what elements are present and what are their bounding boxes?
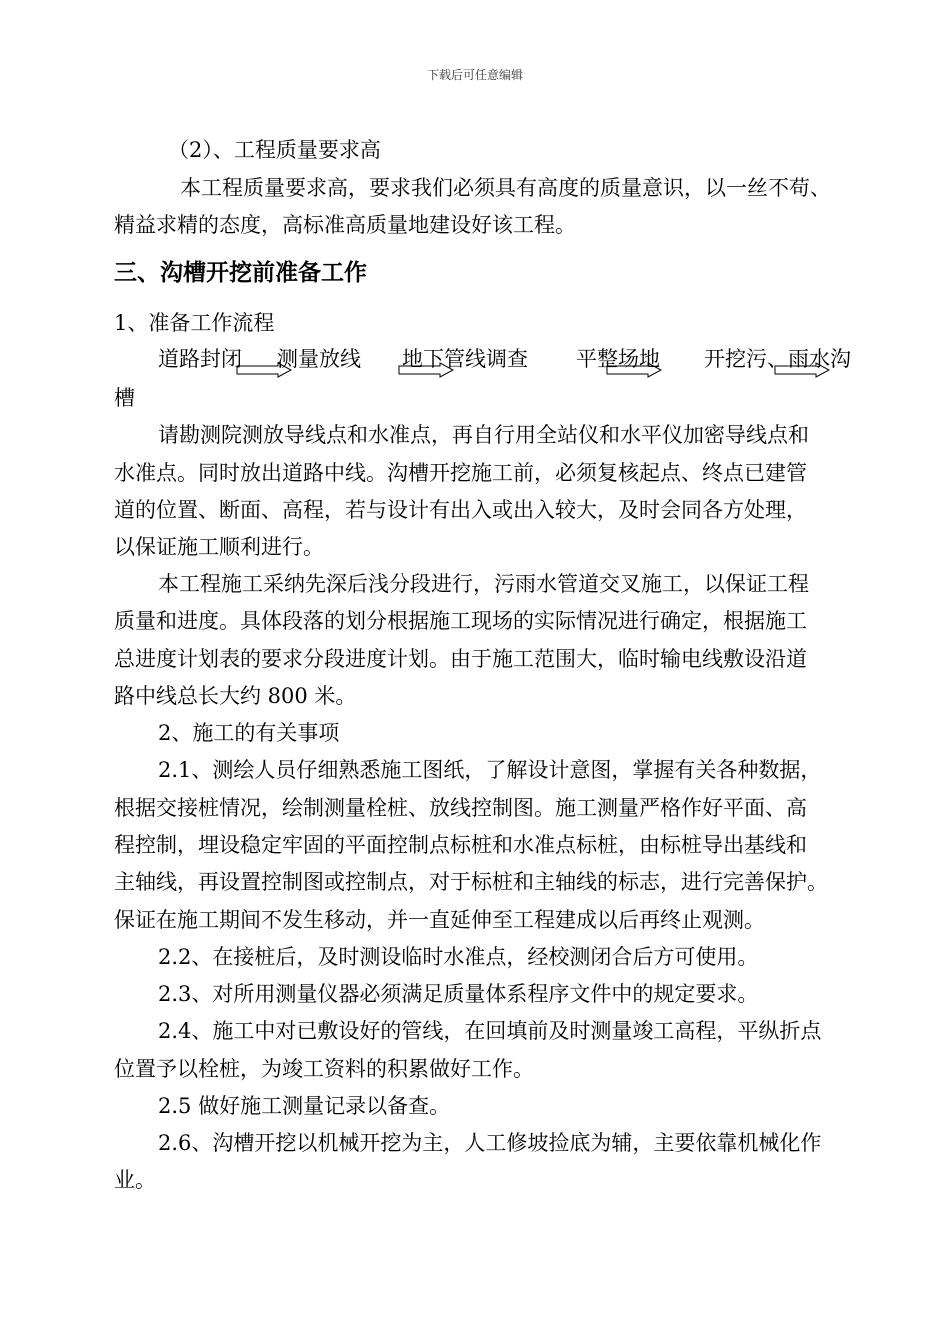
item-2-3: 2.3、对所用测量仪器必须满足质量体系程序文件中的规定要求。: [158, 982, 759, 1006]
item-2-4-line: 2.4、施工中对已敷设好的管线，在回填前及时测量竣工高程，平纵折点: [158, 1019, 822, 1043]
flow-step: 道路封闭: [158, 347, 242, 371]
item-2-5: 2.5 做好施工测量记录以备查。: [158, 1094, 451, 1118]
prep-p1-line: 水准点。同时放出道路中线。沟槽开挖施工前，必须复核起点、终点已建管: [114, 461, 807, 485]
prep-subtitle: 1、准备工作流程: [114, 311, 275, 335]
prep-p1-line: 以保证施工顺利进行。: [114, 535, 324, 559]
prep-p2-line: 路中线总长大约 800 米。: [114, 684, 357, 708]
quality-para-line: 精益求精的态度，高标准高质量地建设好该工程。: [114, 213, 576, 237]
prep-p1-line: 请勘测院测放导线点和水准点，再自行用全站仪和水平仪加密导线点和: [158, 423, 809, 447]
item-2-4-line: 位置予以栓桩，为竣工资料的积累做好工作。: [114, 1057, 534, 1081]
item-2-6-line: 业。: [114, 1168, 156, 1192]
item-2-1-line: 主轴线，再设置控制图或控制点，对于标桩和主轴线的标志，进行完善保护。: [114, 870, 828, 894]
flow-step: 开挖污、雨水沟: [704, 347, 851, 371]
prep-p2-line: 总进度计划表的要求分段进度计划。由于施工范围大，临时输电线敷设沿道: [114, 647, 807, 671]
prep-p2-line: 质量和进度。具体段落的划分根据施工现场的实际情况进行确定，根据施工: [114, 609, 807, 633]
item-2-1-line: 2.1、测绘人员仔细熟悉施工图纸，了解设计意图，掌握有关各种数据，: [158, 758, 822, 782]
quality-para-line: 本工程质量要求高，要求我们必须具有高度的质量意识，以一丝不苟、: [180, 176, 831, 200]
section-heading: 三、沟槽开挖前准备工作: [114, 260, 367, 286]
item-2-2: 2.2、在接桩后，及时测设临时水准点，经校测闭合后方可使用。: [158, 945, 759, 969]
item-2-1-line: 根据交接桩情况，绘制测量栓桩、放线控制图。施工测量严格作好平面、高: [114, 796, 807, 820]
quality-subtitle: （2）、工程质量要求高: [168, 138, 381, 162]
flow-tail: 槽: [114, 386, 135, 410]
prep-p2-line: 本工程施工采纳先深后浅分段进行，污雨水管道交叉施工，以保证工程: [158, 572, 809, 596]
page-header: 下载后可任意编辑: [426, 68, 523, 82]
flow-step: 测量放线: [277, 347, 361, 371]
item-2-1-line: 程控制，埋设稳定牢固的平面控制点标桩和水准点标桩，由标桩导出基线和: [114, 833, 807, 857]
prep-p1-line: 道的位置、断面、高程，若与设计有出入或出入较大，及时会同各方处理，: [114, 498, 807, 522]
items-subtitle: 2、施工的有关事项: [158, 721, 340, 745]
flow-step: 平整场地: [576, 347, 660, 371]
item-2-6-line: 2.6、沟槽开挖以机械开挖为主，人工修坡捡底为辅，主要依靠机械化作: [158, 1131, 822, 1155]
item-2-1-line: 保证在施工期间不发生移动，并一直延伸至工程建成以后再终止观测。: [114, 908, 765, 932]
flow-step: 地下管线调查: [402, 347, 528, 371]
